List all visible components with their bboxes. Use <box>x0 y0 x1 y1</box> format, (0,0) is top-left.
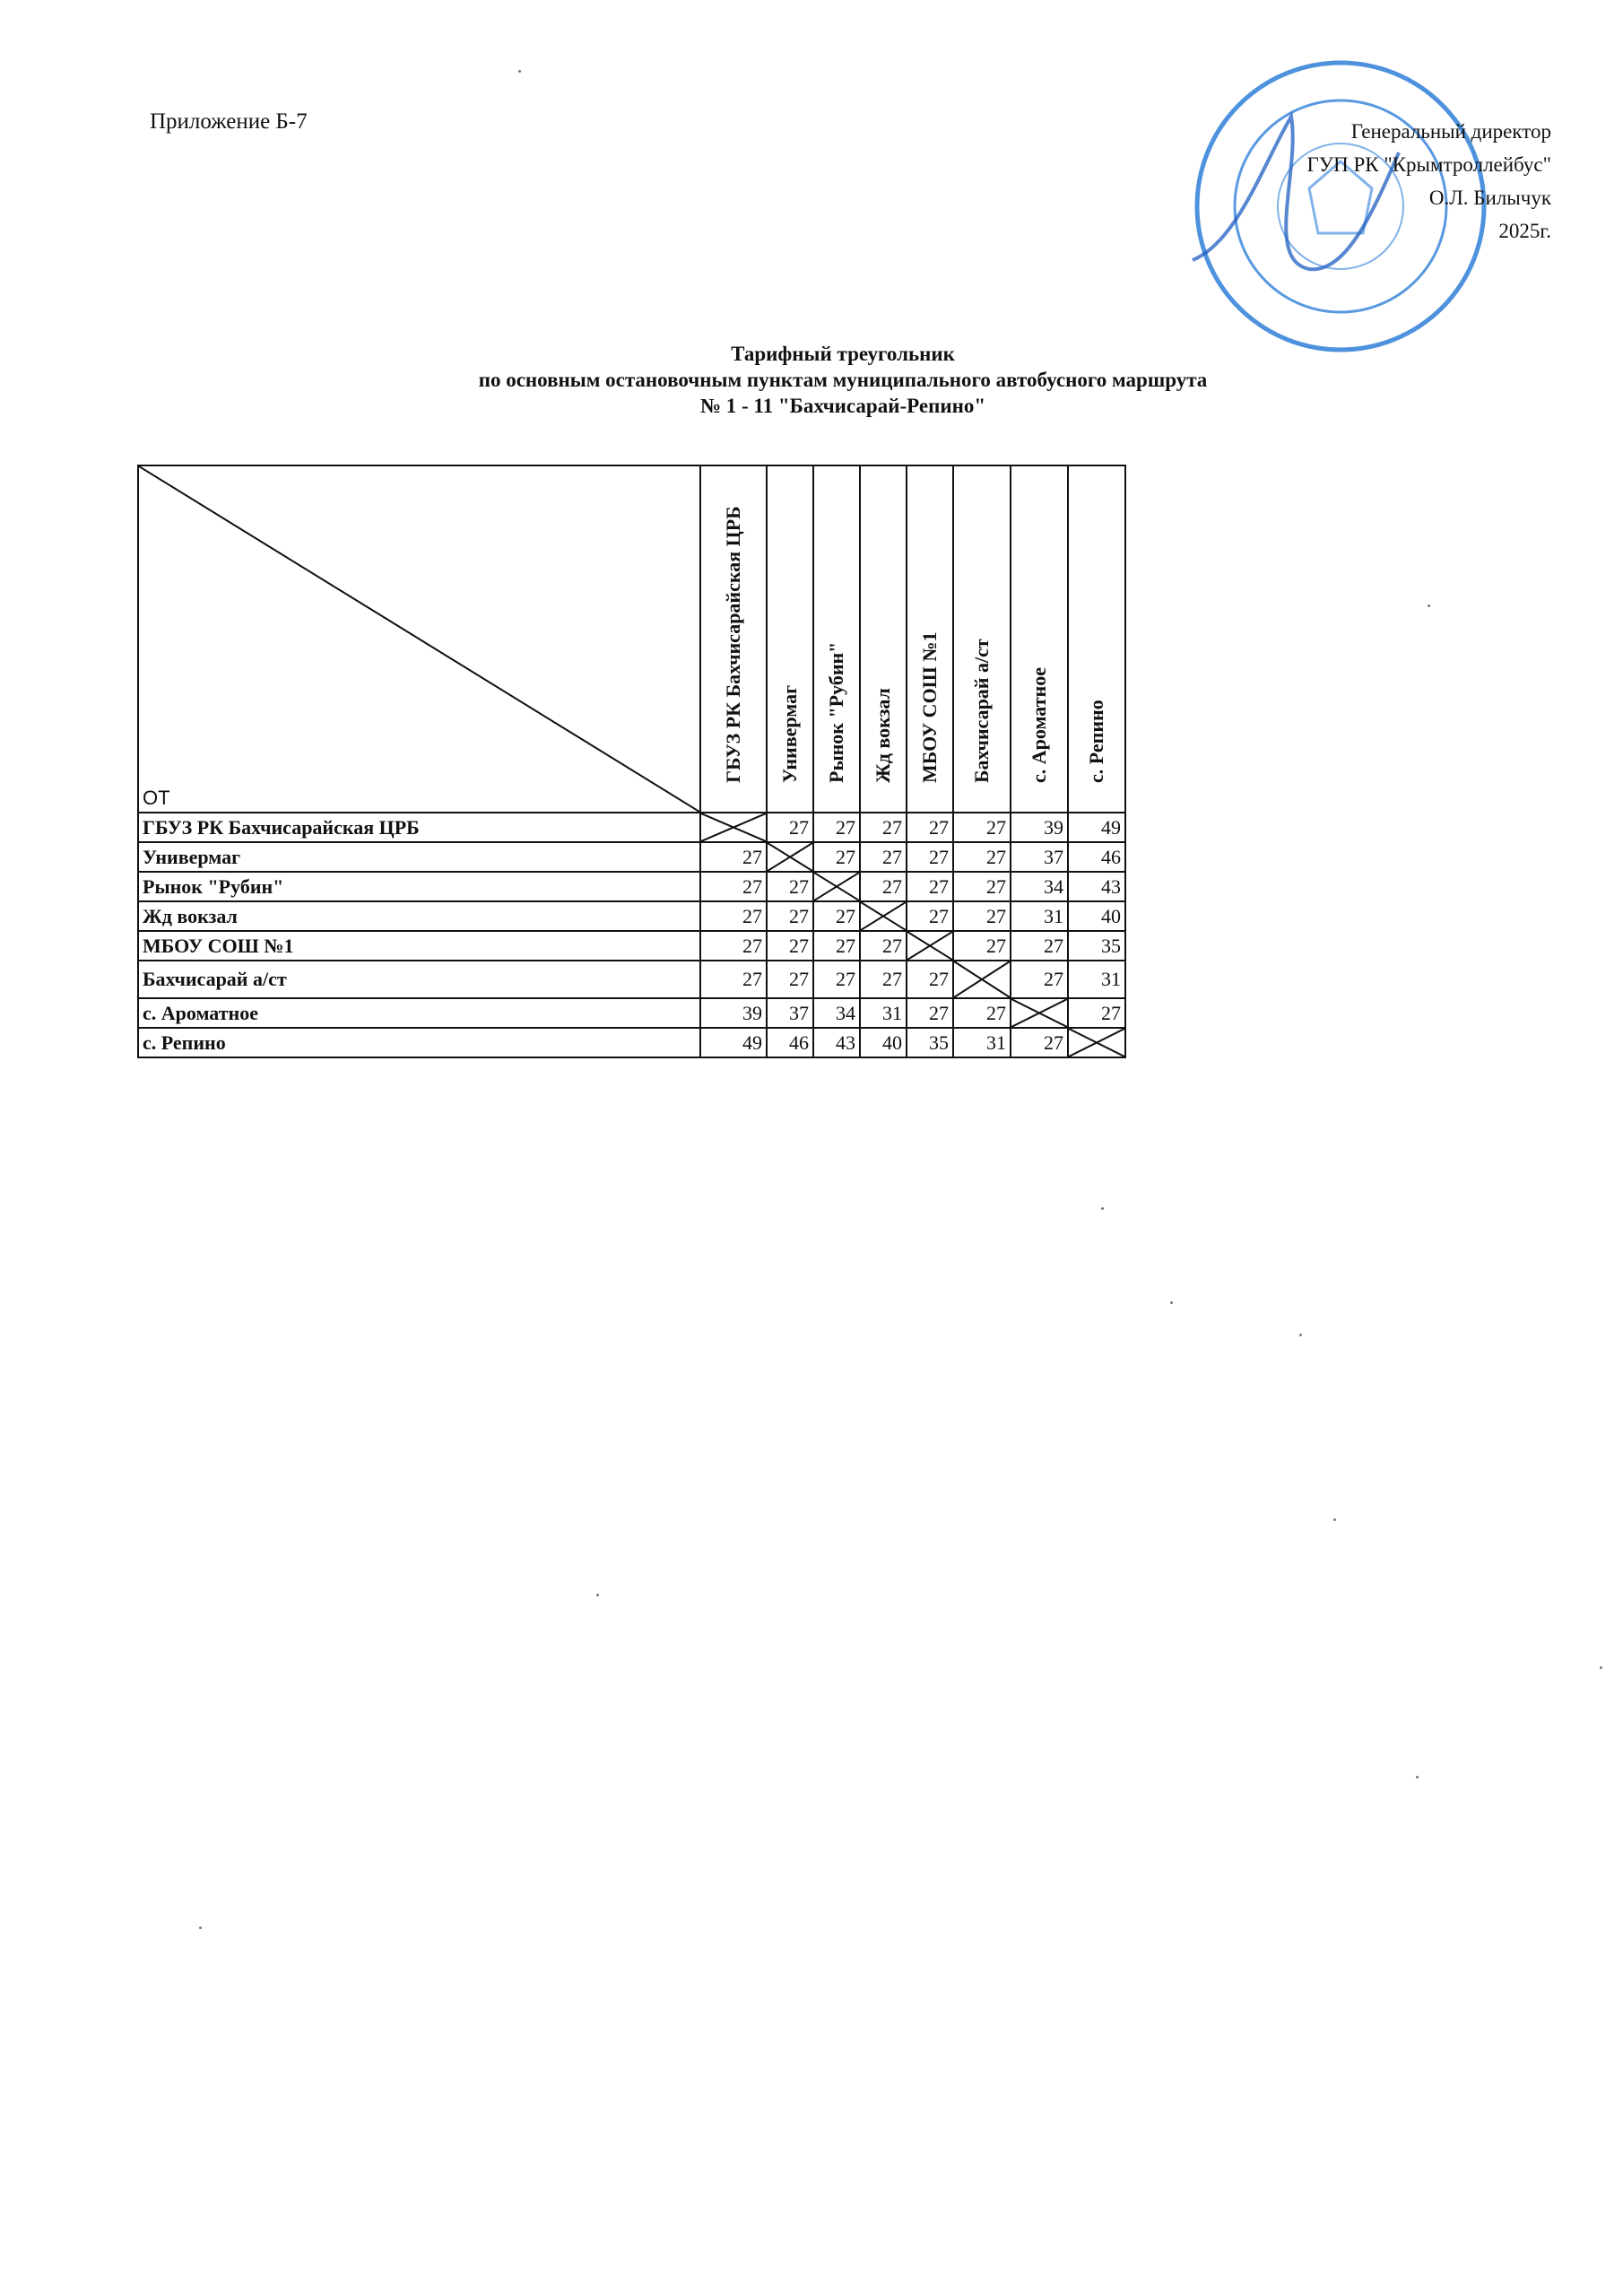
fare-cell: 27 <box>700 872 767 901</box>
fare-cell: 27 <box>813 813 860 842</box>
fare-cell: 27 <box>1068 998 1125 1028</box>
approval-name: О.Л. Билычук <box>1428 187 1551 209</box>
row-stop-name: с. Ароматное <box>138 998 700 1028</box>
fare-cell: 31 <box>953 1028 1011 1057</box>
fare-cell: 27 <box>767 872 813 901</box>
fare-cell: 27 <box>860 961 907 998</box>
fare-cell: 27 <box>953 813 1011 842</box>
row-stop-name: ГБУЗ РК Бахчисарайская ЦРБ <box>138 813 700 842</box>
crossed-cell <box>767 842 813 872</box>
row-stop-name: с. Репино <box>138 1028 700 1057</box>
fare-cell: 27 <box>700 961 767 998</box>
table-row <box>138 813 1125 842</box>
fare-cell: 34 <box>813 998 860 1028</box>
fare-cell: 49 <box>700 1028 767 1057</box>
approval-organization: ГУП РК "Крымтроллейбус" <box>1306 153 1551 176</box>
crossed-cell <box>1011 998 1068 1028</box>
column-header-label: ГБУЗ РК Бахчисарайская ЦРБ <box>722 506 744 783</box>
title-line-3: № 1 - 11 "Бахчисарай-Репино" <box>699 395 986 417</box>
fare-cell: 27 <box>700 901 767 931</box>
appendix-label: Приложение Б-7 <box>150 109 308 134</box>
column-header-label: МБОУ СОШ №1 <box>918 631 941 783</box>
crossed-cell <box>953 961 1011 998</box>
fare-cell: 27 <box>700 842 767 872</box>
fare-cell: 27 <box>907 998 953 1028</box>
table-row <box>138 842 1125 872</box>
column-header <box>767 465 813 813</box>
fare-cell: 27 <box>907 901 953 931</box>
fare-cell: 27 <box>907 842 953 872</box>
column-header <box>700 465 767 813</box>
fare-cell: 35 <box>907 1028 953 1057</box>
fare-cell: 43 <box>813 1028 860 1057</box>
row-stop-name: Жд вокзал <box>138 901 700 931</box>
fare-cell: 27 <box>860 872 907 901</box>
fare-cell: 49 <box>1068 813 1125 842</box>
fare-cell: 27 <box>767 901 813 931</box>
crossed-cell <box>1068 1028 1125 1057</box>
fare-cell: 37 <box>1011 842 1068 872</box>
fare-cell: 27 <box>813 961 860 998</box>
fare-cell: 27 <box>700 931 767 961</box>
fare-cell: 27 <box>1011 961 1068 998</box>
header-row <box>138 465 1125 813</box>
column-header-label: Жд вокзал <box>872 688 894 783</box>
column-header-label: Бахчисарай а/ст <box>970 639 993 783</box>
column-header-label: с. Ароматное <box>1028 667 1050 783</box>
fare-cell: 27 <box>907 813 953 842</box>
row-stop-name: Бахчисарай а/ст <box>138 961 700 998</box>
column-header <box>1011 465 1068 813</box>
row-stop-name: МБОУ СОШ №1 <box>138 931 700 961</box>
fare-cell: 35 <box>1068 931 1125 961</box>
fare-cell: 27 <box>953 998 1011 1028</box>
fare-cell: 27 <box>907 961 953 998</box>
corner-cell <box>138 465 700 813</box>
approval-block <box>1166 115 1551 248</box>
column-header-label: Рынок "Рубин" <box>825 641 847 783</box>
fare-cell: 27 <box>953 842 1011 872</box>
row-stop-name: Рынок "Рубин" <box>138 872 700 901</box>
fare-cell: 46 <box>1068 842 1125 872</box>
fare-cell: 34 <box>1011 872 1068 901</box>
crossed-cell <box>813 872 860 901</box>
approval-position: Генеральный директор <box>1350 120 1551 143</box>
approval-year: 2025г. <box>1498 220 1551 242</box>
table-row <box>138 901 1125 931</box>
table-row <box>138 1028 1125 1057</box>
fare-cell: 46 <box>767 1028 813 1057</box>
column-header <box>1068 465 1125 813</box>
fare-cell: 27 <box>907 872 953 901</box>
column-header-label: с. Репино <box>1085 700 1107 783</box>
fare-cell: 27 <box>767 961 813 998</box>
fare-cell: 43 <box>1068 872 1125 901</box>
crossed-cell <box>907 931 953 961</box>
fare-cell: 37 <box>767 998 813 1028</box>
column-header <box>907 465 953 813</box>
table-row <box>138 961 1125 998</box>
column-header <box>860 465 907 813</box>
fare-cell: 39 <box>1011 813 1068 842</box>
table-row <box>138 931 1125 961</box>
fare-cell: 27 <box>1011 1028 1068 1057</box>
fare-cell: 40 <box>860 1028 907 1057</box>
fare-cell: 31 <box>1068 961 1125 998</box>
fare-cell: 27 <box>860 813 907 842</box>
fare-cell: 27 <box>860 842 907 872</box>
fare-cell: 27 <box>953 931 1011 961</box>
column-header <box>953 465 1011 813</box>
fare-cell: 27 <box>767 813 813 842</box>
table-row <box>138 872 1125 901</box>
row-stop-name: Универмаг <box>138 842 700 872</box>
table-row <box>138 998 1125 1028</box>
crossed-cell <box>860 901 907 931</box>
fare-cell: 27 <box>767 931 813 961</box>
fare-cell: 27 <box>953 872 1011 901</box>
fare-cell: 40 <box>1068 901 1125 931</box>
fare-cell: 31 <box>860 998 907 1028</box>
fare-cell: 27 <box>813 842 860 872</box>
fare-cell: 39 <box>700 998 767 1028</box>
fare-cell: 27 <box>813 931 860 961</box>
fare-table <box>137 465 1126 1058</box>
fare-cell: 27 <box>953 901 1011 931</box>
fare-cell: 31 <box>1011 901 1068 931</box>
title-line-2: по основным остановочным пунктам муниципального автобусного маршрута <box>478 369 1208 391</box>
from-label: ОТ <box>143 787 170 809</box>
title-line-1: Тарифный треугольник <box>731 343 955 365</box>
fare-cell: 27 <box>813 901 860 931</box>
fare-cell: 27 <box>860 931 907 961</box>
column-header-label: Универмаг <box>778 684 801 783</box>
column-header <box>813 465 860 813</box>
crossed-cell <box>700 813 767 842</box>
corner-diagonal <box>139 466 699 812</box>
fare-cell: 27 <box>1011 931 1068 961</box>
